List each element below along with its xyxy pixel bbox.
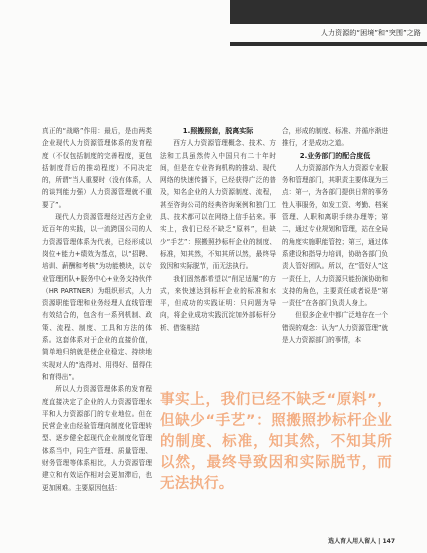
- column-3-lead-paragraph: 合，形成的制度、标准、并循序渐进推行，才是成功之道。: [282, 127, 388, 148]
- section-title-1: 1.照搬照套，脱离实际: [182, 127, 254, 135]
- column-1-paragraph-3: 所以人力资源管理体系的发育程度直接决定了企业的人力资源管理水平和人力资源部门的专业地位。但在民营企业由经验管理向制度化管理转型、逐步健全起现代企业制度化管理体系当中，同生产管理、质量管理、财务管理等体系相比，人力资源管理建立和有效运作相对会更加滞后，也更加困难。主要原因包括：: [42, 385, 152, 492]
- column-1: [42, 125, 152, 530]
- column-3: [282, 125, 388, 345]
- pull-quote: 事实上，我们已经不缺乏“原料”，但缺少“手艺”：照搬照抄标杆企业的制度、标准，知其然，不知其所以然，最终导致因和实际脱节，而无法执行。: [160, 392, 392, 492]
- column-3-paragraph-2: 但很多企业中都广泛地存在一个错误的观念：认为“人力资源管理”就是人力资源部门的事情，本: [282, 311, 388, 345]
- running-header-title: 人力资源的“困境”和“突围”之路: [212, 24, 427, 42]
- column-1-paragraph-1: 真正的“战略”作用：最后，是由两类企业现代人力资源管理体系的发育程度（不仅包括制度的完善程度，更包括制度背后的推动程度）不同决定的，所谓“当人重要时（没有体系，人的谈判能力强）人力资源管理就不重要了”。: [42, 127, 152, 209]
- section-title-2: 2.业务部门的配合度低: [299, 151, 371, 160]
- column-2: [160, 125, 276, 330]
- column-2-paragraph-2: 我们固然都希望以“削足适履”的方式，来快速达到标杆企业的标准和水平，但成功的实践证明：只问题为导向，将企业成功实践沉淀加外部标杆分析、借鉴相结: [160, 274, 276, 332]
- column-2-paragraph-1: 西方人力资源管理概念、技术、方法和工具虽然传入中国只有二十年时间，但是在专业咨询机构的推动、现代网络的快速传播下，已经获得广泛的普及，知名企业的人力资源制度、流程，甚至咨询公司的经典咨询案例和独门工具、技术都可以在网络上信手拈来。事实上，我们已经不缺乏“原料”，但缺少“手艺”：照搬照抄标杆企业的制度、标准，知其然，不知其所以然，最终导致因和实际脱节，而无法执行。: [160, 139, 276, 271]
- column-3-paragraph-1: 人力资源部作为人力资源专业服务和管理部门，其职责主要体现为三点：第一，为各部门提供日常的事务性人事服务，如发工资、考勤、档案管理、人职和离职手续办理等；第二，通过专业规划和管理，站在全局的角度实施职能管控；第三，通过体系建设和指导力培训，协助各部门负责人管好团队。所以，在“管好人”这一责任上，人力资源只能扮演协助和支持的角色，主要责任或者说是“第一责任”在各部门负责人身上。: [282, 163, 388, 308]
- page-footer: 选人育人用人留人 | 147: [328, 538, 395, 545]
- column-1-paragraph-2: 现代人力资源管理经过西方企业近百年的实践，以一流跨国公司的人力资源管理体系为代表，已经形成以岗位+能力+绩效为基点，以“招聘、培训、薪酬和考核”为功能模块，以专业管理团队+服务中心+业务支持伙伴（HR PARTNER）为组织形式，人力资源职能管理和业务经理人直线管理有效结合的，包含有一系列机制、政策、流程、制度、工具和方法的体系。这套体系对于企业的直接价值，简单地归纳就是使企业稳定、持续地实现对人的“选得对、用得好、留得住和育得出”。: [42, 213, 152, 381]
